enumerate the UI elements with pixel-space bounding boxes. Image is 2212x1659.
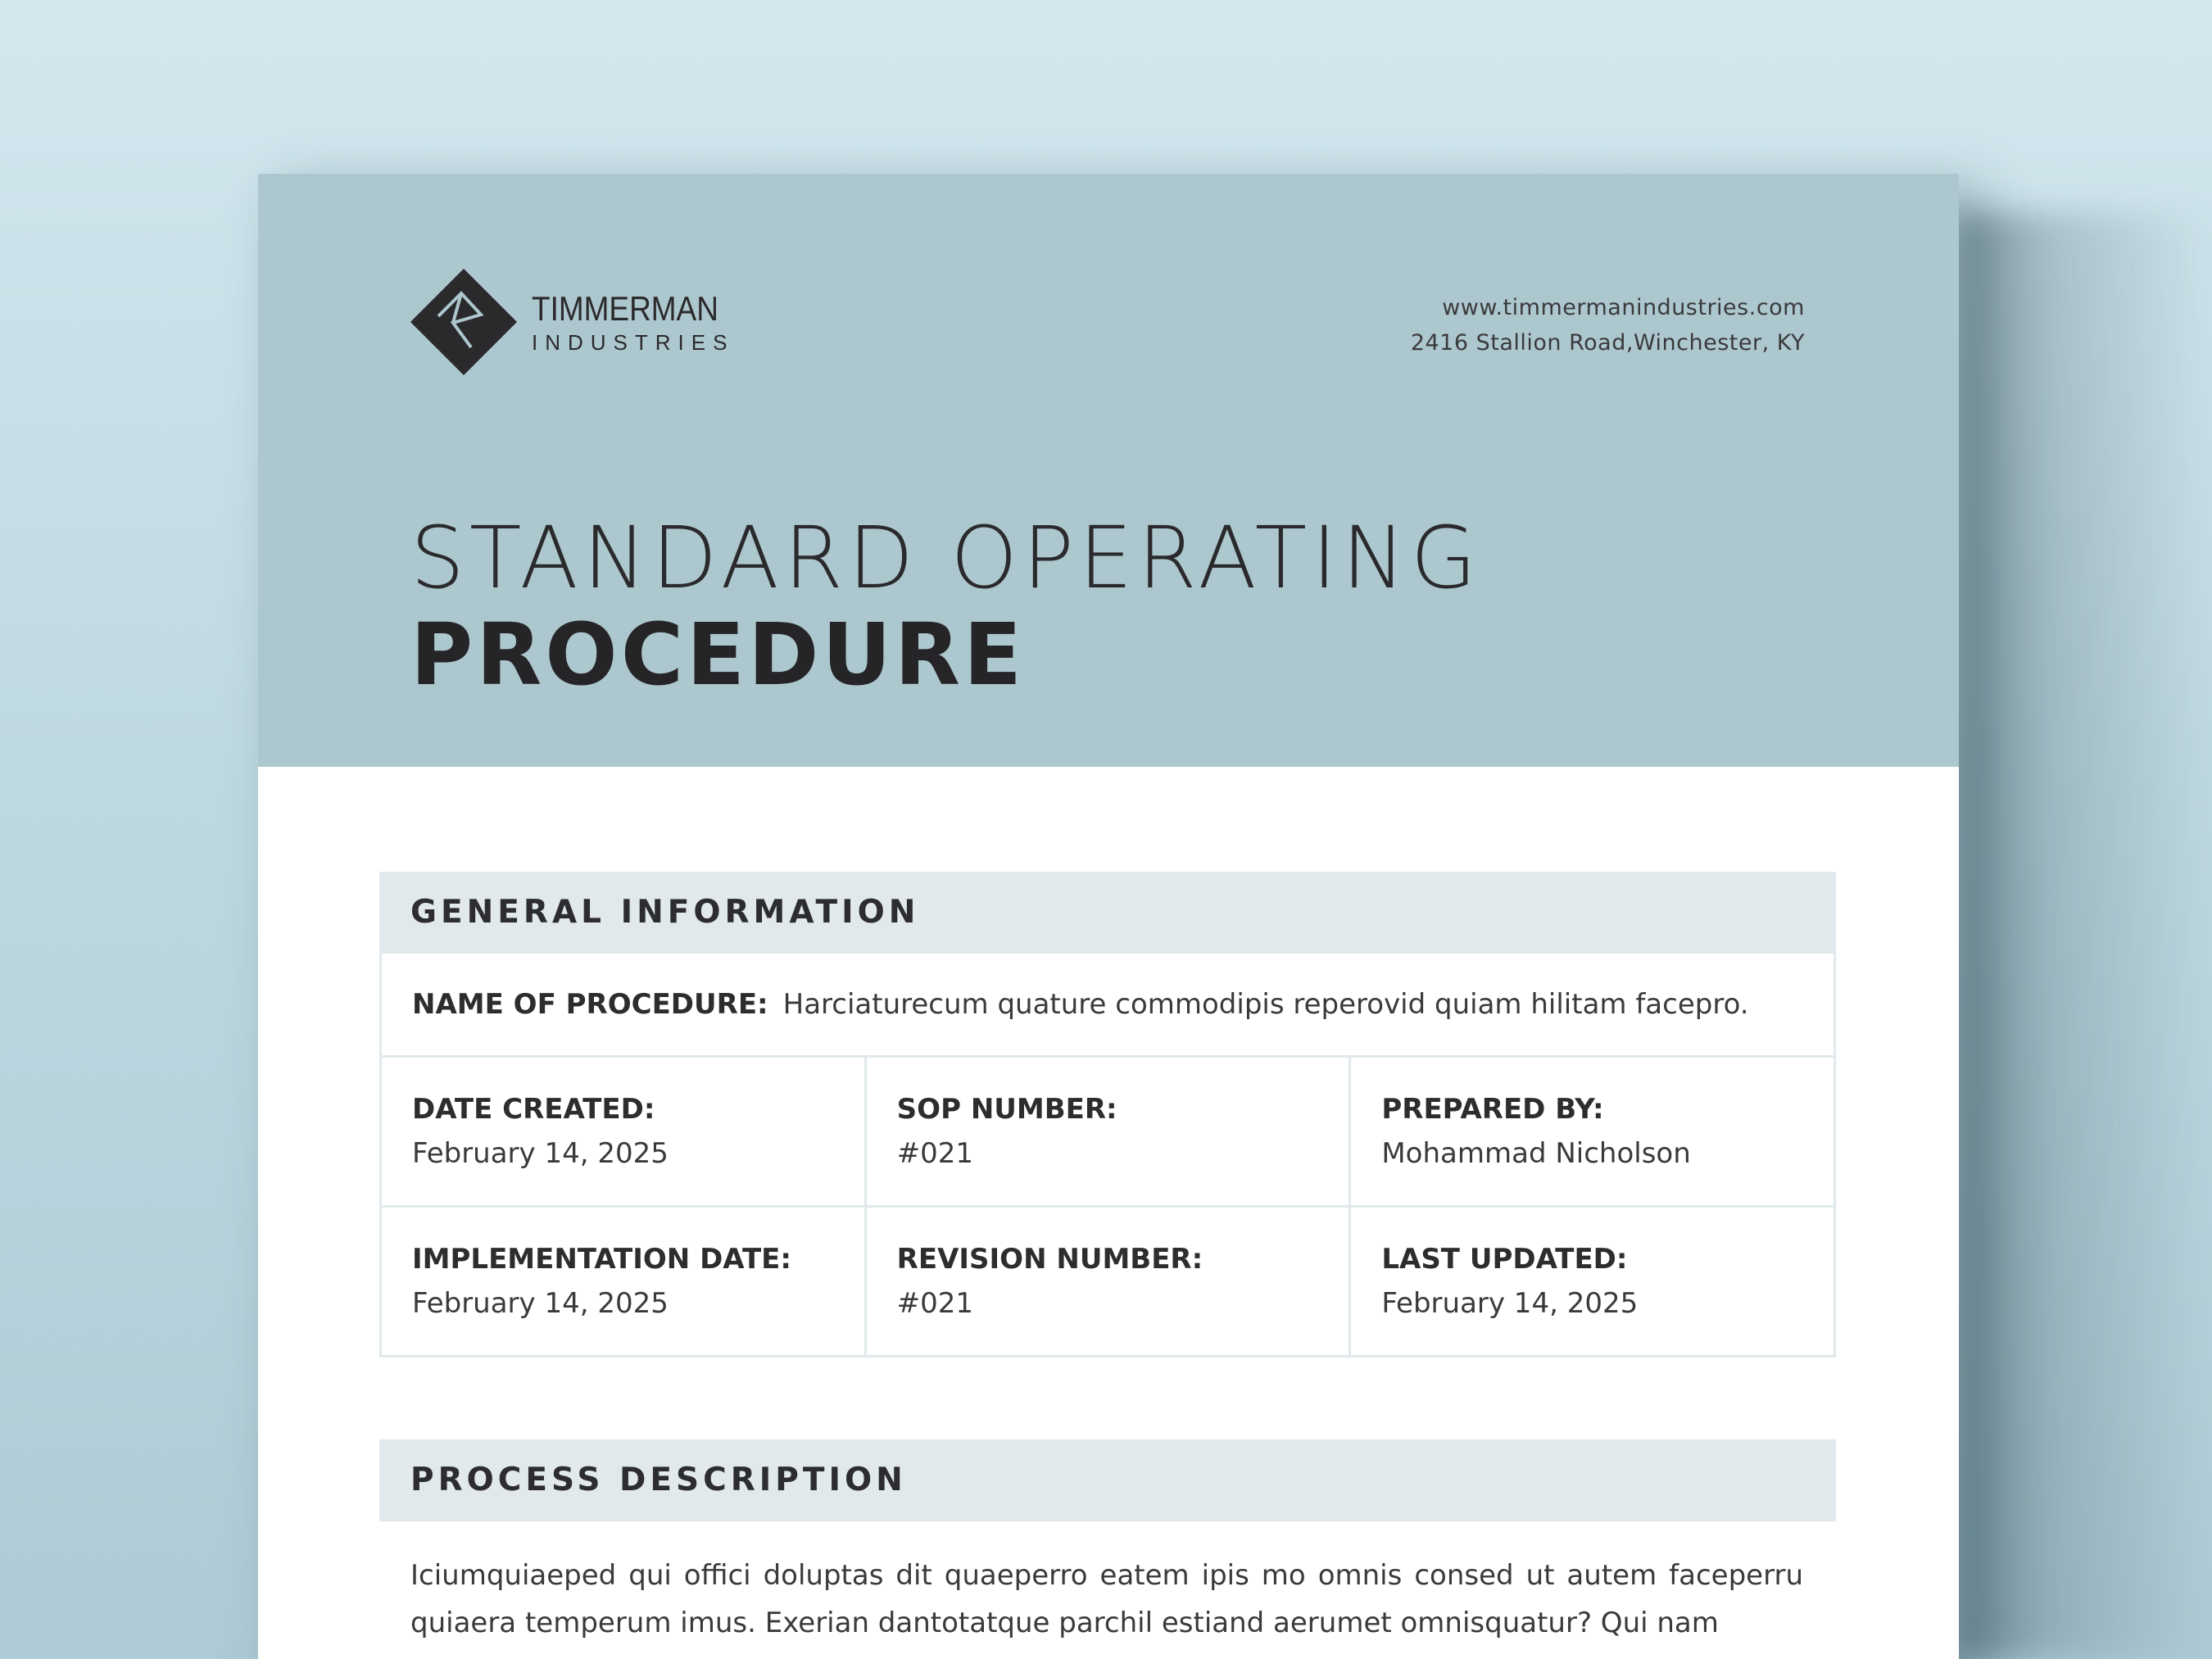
procedure-name-label: NAME OF PROCEDURE:: [412, 988, 768, 1021]
cell-label: REVISION NUMBER:: [896, 1243, 1203, 1276]
cell-value: February 14, 2025: [412, 1287, 669, 1320]
cell-value: February 14, 2025: [1381, 1287, 1639, 1320]
prepared-by-cell: [1349, 1058, 1834, 1205]
section-title: GENERAL INFORMATION: [410, 894, 920, 931]
logo-wordmark: [532, 288, 744, 356]
company-logo: [410, 269, 744, 375]
info-row: [382, 1058, 1834, 1205]
revision-number-cell: [864, 1208, 1349, 1355]
date-created-cell: [382, 1058, 864, 1205]
title-line-2: PROCEDURE: [410, 605, 1025, 705]
general-information-header: [379, 872, 1836, 954]
document-title: [410, 510, 1481, 703]
background-shadow: [1958, 213, 2212, 1659]
cell-label: PREPARED BY:: [1381, 1093, 1604, 1126]
procedure-name-row: [382, 954, 1834, 1058]
company-name: TIMMERMAN: [532, 289, 718, 328]
document-header: [258, 174, 1959, 767]
diamond-logo-icon: [410, 269, 517, 375]
process-description-header: [379, 1439, 1836, 1521]
title-line-1: STANDARD OPERATING: [410, 508, 1482, 608]
cell-label: DATE CREATED:: [412, 1093, 655, 1126]
cell-value: #021: [896, 1137, 974, 1170]
cell-label: IMPLEMENTATION DATE:: [412, 1243, 791, 1276]
general-information-table: [379, 954, 1836, 1358]
website-text: www.timmermanindustries.com: [1442, 295, 1805, 320]
procedure-name-value: Harciaturecum quature commodipis reperovid quiam hilitam facepro.: [782, 988, 1749, 1021]
company-subtitle: INDUSTRIES: [532, 330, 735, 355]
contact-info: [1411, 290, 1805, 360]
cell-value: Mohammad Nicholson: [1381, 1137, 1691, 1170]
cell-label: SOP NUMBER:: [896, 1093, 1117, 1126]
section-title: PROCESS DESCRIPTION: [410, 1462, 907, 1498]
cell-value: February 14, 2025: [412, 1137, 669, 1170]
info-row: [382, 1205, 1834, 1355]
sop-document-page: [258, 174, 1959, 1659]
cell-label: LAST UPDATED:: [1381, 1243, 1628, 1276]
last-updated-cell: [1349, 1208, 1834, 1355]
address-text: 2416 Stallion Road,Winchester, KY: [1410, 330, 1805, 356]
sop-number-cell: [864, 1058, 1349, 1205]
process-description-text: Iciumquiaeped qui offici doluptas dit quaeperro eatem ipis mo omnis consed ut autem faceperru quiaera temperum imus. Exerian dantotatque parchil estiand aerumet omnisquatur? Qui nam: [410, 1559, 1803, 1639]
implementation-date-cell: [382, 1208, 864, 1355]
cell-value: #021: [896, 1287, 974, 1320]
